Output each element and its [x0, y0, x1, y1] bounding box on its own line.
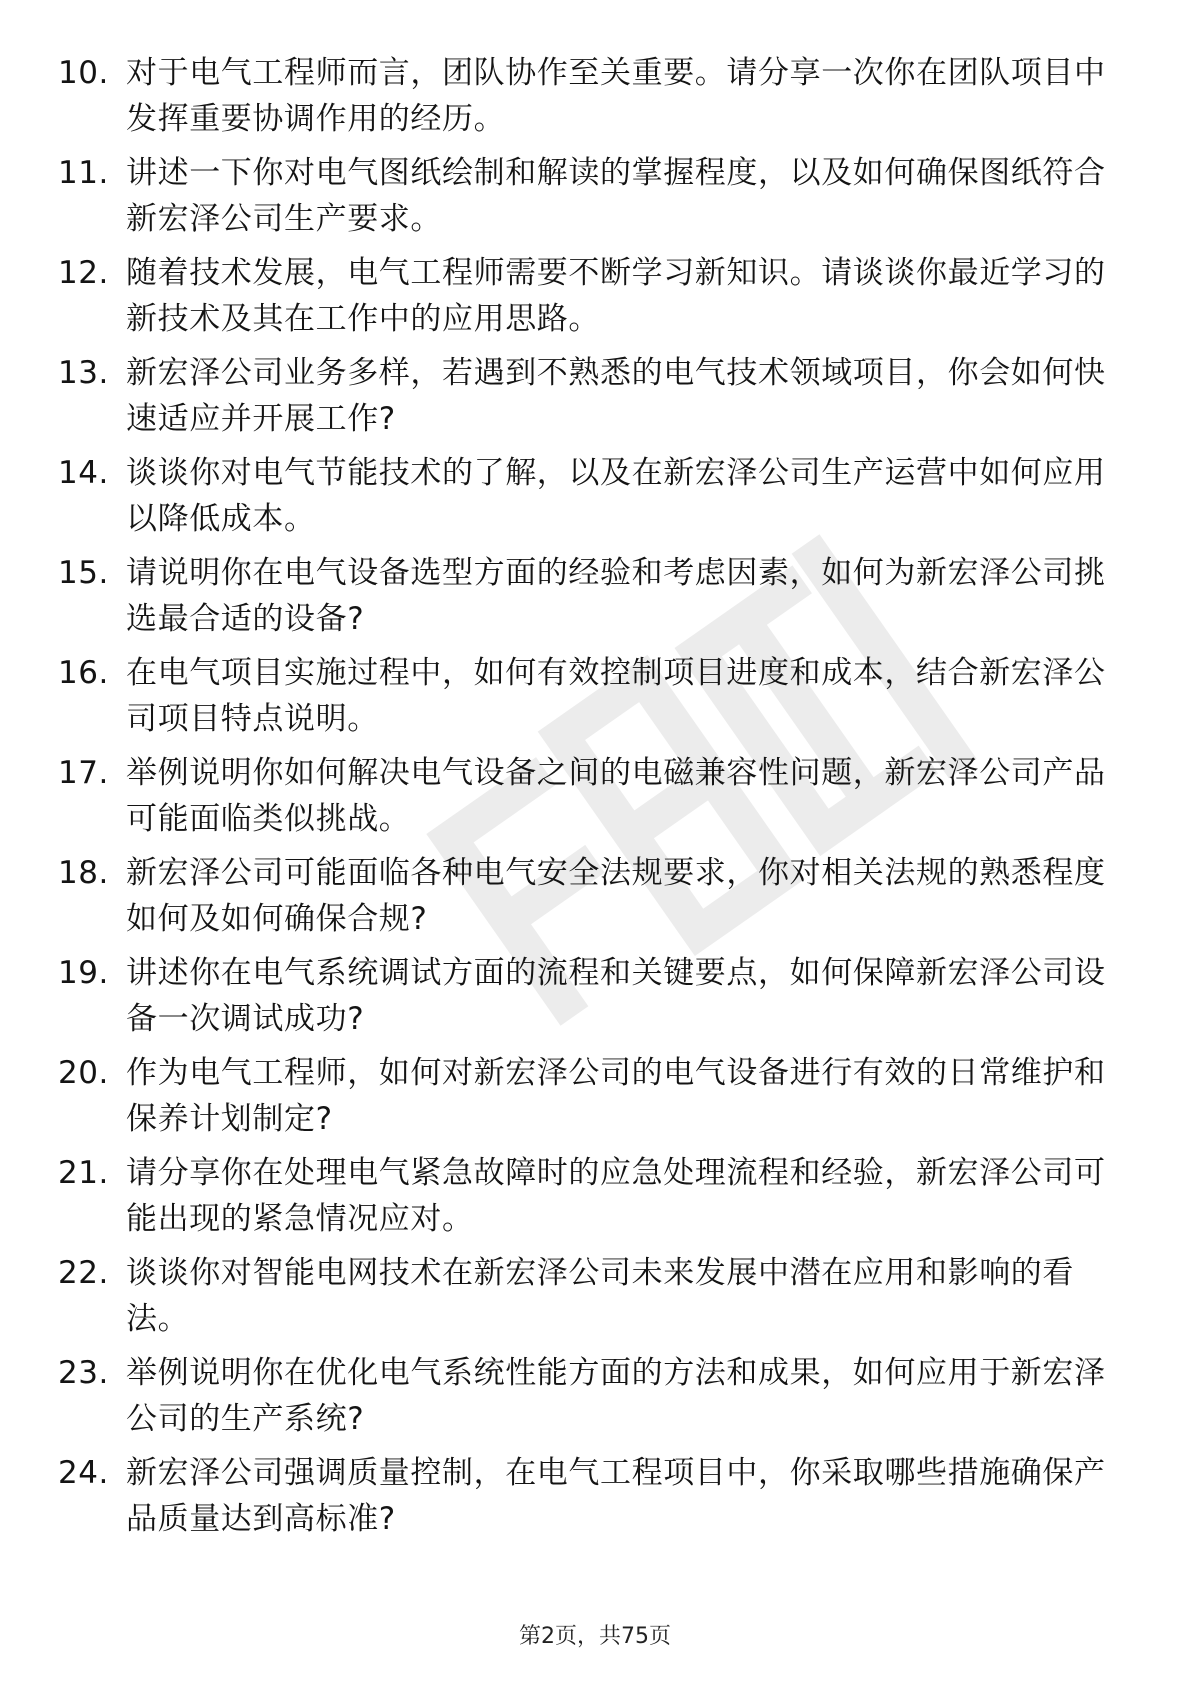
- question-number: 18.: [58, 855, 109, 891]
- question-item-23: [58, 1350, 1118, 1450]
- question-number: 17.: [58, 755, 109, 791]
- page-number-label: 第2页，共75页: [519, 1624, 671, 1649]
- question-text: 谈谈你对电气节能技术的了解，以及在新宏泽公司生产运营中如何应用以降低成本。: [126, 455, 1106, 537]
- question-number: 10.: [58, 55, 109, 91]
- question-number: 23.: [58, 1355, 109, 1391]
- question-item-20: [58, 1050, 1118, 1150]
- question-text: 新宏泽公司业务多样，若遇到不熟悉的电气技术领域项目，你会如何快速适应并开展工作?: [126, 355, 1106, 437]
- question-item-14: [58, 450, 1118, 550]
- question-list: [58, 50, 1118, 1550]
- question-item-13: [58, 350, 1118, 450]
- question-text: 讲述你在电气系统调试方面的流程和关键要点，如何保障新宏泽公司设备一次调试成功?: [126, 955, 1106, 1037]
- question-item-21: [58, 1150, 1118, 1250]
- question-text: 谈谈你对智能电网技术在新宏泽公司未来发展中潜在应用和影响的看法。: [126, 1255, 1074, 1337]
- question-text: 举例说明你如何解决电气设备之间的电磁兼容性问题，新宏泽公司产品可能面临类似挑战。: [126, 755, 1106, 837]
- question-number: 15.: [58, 555, 109, 591]
- question-text: 新宏泽公司可能面临各种电气安全法规要求，你对相关法规的熟悉程度如何及如何确保合规?: [126, 855, 1106, 937]
- question-text: 作为电气工程师，如何对新宏泽公司的电气设备进行有效的日常维护和保养计划制定?: [126, 1055, 1106, 1137]
- question-item-18: [58, 850, 1118, 950]
- question-number: 12.: [58, 255, 109, 291]
- question-number: 14.: [58, 455, 109, 491]
- question-text: 在电气项目实施过程中，如何有效控制项目进度和成本，结合新宏泽公司项目特点说明。: [126, 655, 1106, 737]
- question-number: 24.: [58, 1455, 109, 1491]
- question-text: 举例说明你在优化电气系统性能方面的方法和成果，如何应用于新宏泽公司的生产系统?: [126, 1355, 1106, 1437]
- question-text: 随着技术发展，电气工程师需要不断学习新知识。请谈谈你最近学习的新技术及其在工作中的应用思路。: [126, 255, 1106, 337]
- question-item-10: [58, 50, 1118, 150]
- question-item-16: [58, 650, 1118, 750]
- question-text: 讲述一下你对电气图纸绘制和解读的掌握程度，以及如何确保图纸符合新宏泽公司生产要求。: [126, 155, 1106, 237]
- question-text: 对于电气工程师而言，团队协作至关重要。请分享一次你在团队项目中发挥重要协调作用的经历。: [126, 55, 1106, 137]
- question-number: 16.: [58, 655, 109, 691]
- question-number: 21.: [58, 1155, 109, 1191]
- question-number: 11.: [58, 155, 109, 191]
- question-text: 请说明你在电气设备选型方面的经验和考虑因素，如何为新宏泽公司挑选最合适的设备?: [126, 555, 1106, 637]
- question-number: 13.: [58, 355, 109, 391]
- question-text: 请分享你在处理电气紧急故障时的应急处理流程和经验，新宏泽公司可能出现的紧急情况应对。: [126, 1155, 1106, 1237]
- question-item-19: [58, 950, 1118, 1050]
- question-item-22: [58, 1250, 1118, 1350]
- question-text: 新宏泽公司强调质量控制，在电气工程项目中，你采取哪些措施确保产品质量达到高标准?: [126, 1455, 1106, 1537]
- page-footer: [0, 1622, 1190, 1652]
- question-item-12: [58, 250, 1118, 350]
- question-number: 19.: [58, 955, 109, 991]
- question-number: 22.: [58, 1255, 109, 1291]
- question-item-11: [58, 150, 1118, 250]
- question-item-15: [58, 550, 1118, 650]
- question-item-24: [58, 1450, 1118, 1550]
- question-number: 20.: [58, 1055, 109, 1091]
- question-item-17: [58, 750, 1118, 850]
